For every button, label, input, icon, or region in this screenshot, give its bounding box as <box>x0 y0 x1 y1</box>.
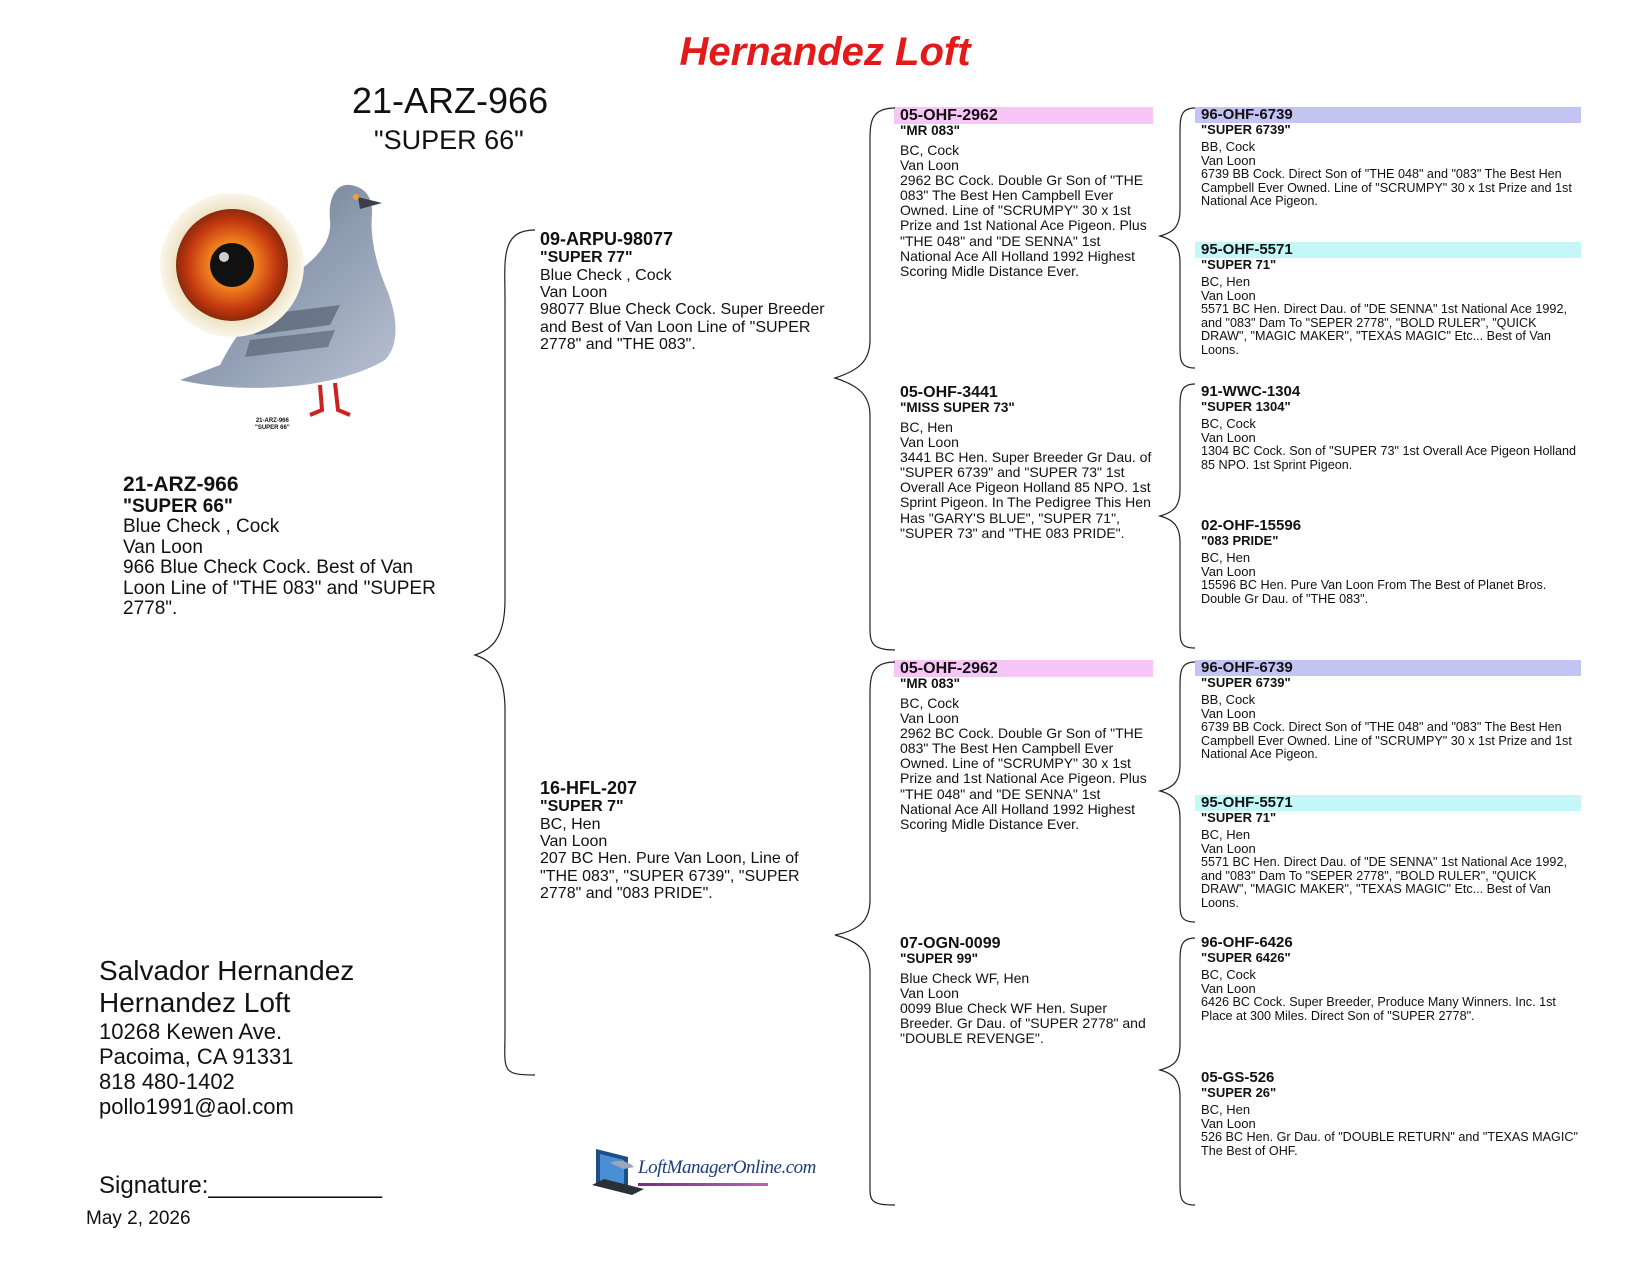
header-name: "SUPER 66" <box>374 125 524 155</box>
print-date: May 2, 2026 <box>86 1208 191 1229</box>
gen3-name: "MISS SUPER 73" <box>900 400 1015 416</box>
gen4-name: "SUPER 26" <box>1201 1085 1277 1101</box>
dam-strain: Van Loon <box>540 832 608 850</box>
gen3-name: "SUPER 99" <box>900 951 979 967</box>
gen3-band: 05-OHF-3441 <box>900 384 998 401</box>
loftmanager-logo <box>588 1143 816 1205</box>
gen4-color-sex: BC, Cock <box>1201 967 1256 983</box>
brace-gen3-1 <box>1160 108 1195 368</box>
gen4-color-sex: BC, Hen <box>1201 827 1251 843</box>
gen4-name: "SUPER 1304" <box>1201 399 1291 415</box>
subject-description: 966 Blue Check Cock. Best of Van Loon Line of "THE 083" and "SUPER 2778". <box>123 557 436 620</box>
sire-band: 09-ARPU-98077 <box>540 229 674 249</box>
gen4-strain: Van Loon <box>1201 706 1256 722</box>
brace-sire <box>835 108 895 650</box>
dam-name: "SUPER 7" <box>540 798 624 816</box>
gen3-strain: Van Loon <box>900 433 959 450</box>
gen4-band: 05-GS-526 <box>1201 1069 1275 1086</box>
gen4-name: "083 PRIDE" <box>1201 533 1279 549</box>
gen3-description: 2962 BC Cock. Double Gr Son of "THE 083" The Best Hen Campbell Ever Owned. Line of "SCRUMPY" 30 x 1st Prize and 1st National Ace Pigeon. Plus "THE 048" and "DE SENNA" 1st National Ace All Holland 1992 Highest Scoring Midle Distance Ever. <box>900 725 1147 832</box>
gen3-name: "MR 083" <box>900 676 961 692</box>
gen4-color-sex: BC, Hen <box>1201 550 1251 566</box>
gen4-band: 96-OHF-6426 <box>1201 934 1293 951</box>
gen4-color-sex: BB, Cock <box>1201 139 1256 155</box>
sire-strain: Van Loon <box>540 283 608 301</box>
dam-description: 207 BC Hen. Pure Van Loon, Line of "THE 083", "SUPER 6739", "SUPER 2778" and "083 PRIDE". <box>540 850 800 902</box>
gen3-band: 05-OHF-2962 <box>894 660 1153 677</box>
gen3-description: 2962 BC Cock. Double Gr Son of "THE 083" The Best Hen Campbell Ever Owned. Line of "SCRUMPY" 30 x 1st Prize and 1st National Ace Pigeon. Plus "THE 048" and "DE SENNA" 1st National Ace All Holland 1992 Highest Scoring Midle Distance Ever. <box>900 172 1147 279</box>
gen4-description: 5571 BC Hen. Direct Dau. of "DE SENNA" 1st National Ace 1992, and "083" Dam To "SEPER 2778", "BOLD RULER", "QUICK DRAW", "MAGIC MAKER", "TEXAS MAGIC" Etc... Best of Van Loons. <box>1201 855 1567 911</box>
gen3-band: 07-OGN-0099 <box>900 935 1001 952</box>
brace-dam <box>835 662 895 1205</box>
logo-text: LoftManagerOnline.com <box>638 1157 816 1178</box>
gen3-strain: Van Loon <box>900 156 959 173</box>
gen4-name: "SUPER 71" <box>1201 257 1277 273</box>
owner-email: pollo1991@aol.com <box>99 1094 294 1120</box>
photo-caption-name: "SUPER 66" <box>255 424 290 431</box>
gen4-band: 96-OHF-6739 <box>1195 660 1581 676</box>
gen4-band: 95-OHF-5571 <box>1195 795 1581 811</box>
gen4-strain: Van Loon <box>1201 841 1256 857</box>
gen3-color-sex: BC, Hen <box>900 418 953 435</box>
owner-loft: Hernandez Loft <box>99 986 291 1018</box>
header-band: 21-ARZ-966 <box>352 80 549 121</box>
owner-city: Pacoima, CA 91331 <box>99 1043 294 1069</box>
subject-color-sex: Blue Check , Cock <box>123 516 280 538</box>
brace-subject <box>475 230 535 1075</box>
gen4-strain: Van Loon <box>1201 153 1256 169</box>
signature-line: Signature:_____________ <box>99 1172 382 1199</box>
gen3-band: 05-OHF-2962 <box>894 107 1153 124</box>
subject-name: "SUPER 66" <box>123 495 233 517</box>
owner-name: Salvador Hernandez <box>99 955 355 986</box>
gen3-name: "MR 083" <box>900 123 961 139</box>
gen3-color-sex: Blue Check WF, Hen <box>900 969 1030 986</box>
brace-gen3-2 <box>1160 384 1195 648</box>
gen4-name: "SUPER 71" <box>1201 810 1277 826</box>
gen4-name: "SUPER 6739" <box>1201 122 1291 138</box>
gen4-strain: Van Loon <box>1201 564 1256 580</box>
gen4-color-sex: BC, Hen <box>1201 274 1251 290</box>
gen4-strain: Van Loon <box>1201 430 1256 446</box>
owner-address: 10268 Kewen Ave. <box>99 1018 283 1044</box>
gen3-strain: Van Loon <box>900 984 959 1001</box>
gen3-strain: Van Loon <box>900 709 959 726</box>
gen4-name: "SUPER 6739" <box>1201 675 1291 691</box>
gen3-color-sex: BC, Cock <box>900 694 960 711</box>
gen4-strain: Van Loon <box>1201 288 1256 304</box>
subject-strain: Van Loon <box>123 536 203 558</box>
gen4-band: 95-OHF-5571 <box>1195 242 1581 258</box>
gen4-band: 91-WWC-1304 <box>1201 383 1301 400</box>
gen4-strain: Van Loon <box>1201 1116 1256 1132</box>
gen4-name: "SUPER 6426" <box>1201 950 1291 966</box>
dam-band: 16-HFL-207 <box>540 778 638 798</box>
gen4-description: 1304 BC Cock. Son of "SUPER 73" 1st Overall Ace Pigeon Holland 85 NPO. 1st Sprint Pigeon. <box>1201 444 1577 472</box>
photo-caption-band: 21-ARZ-966 <box>255 418 289 424</box>
gen4-description: 5571 BC Hen. Direct Dau. of "DE SENNA" 1st National Ace 1992, and "083" Dam To "SEPER 2778", "BOLD RULER", "QUICK DRAW", "MAGIC MAKER", "TEXAS MAGIC" Etc... Best of Van Loons. <box>1201 302 1567 358</box>
gen4-color-sex: BC, Hen <box>1201 1102 1251 1118</box>
gen4-color-sex: BB, Cock <box>1201 692 1256 708</box>
brace-gen3-4 <box>1160 938 1195 1205</box>
gen4-description: 6739 BB Cock. Direct Son of "THE 048" and "083" The Best Hen Campbell Ever Owned. Line of "SCRUMPY" 30 x 1st Prize and 1st National Ace Pigeon. <box>1201 720 1572 762</box>
sire-color-sex: Blue Check , Cock <box>540 266 672 284</box>
gen4-band: 02-OHF-15596 <box>1201 517 1302 534</box>
sire-description: 98077 Blue Check Cock. Super Breeder and Best of Van Loon Line of "SUPER 2778" and "THE 083". <box>540 301 825 353</box>
sire-name: "SUPER 77" <box>540 249 633 267</box>
gen3-description: 0099 Blue Check WF Hen. Super Breeder. Gr Dau. of "SUPER 2778" and "DOUBLE REVENGE". <box>900 1000 1146 1047</box>
loft-title: Hernandez Loft <box>679 30 971 74</box>
owner-block <box>99 955 354 1119</box>
gen3-color-sex: BC, Cock <box>900 141 960 158</box>
gen4-color-sex: BC, Cock <box>1201 416 1256 432</box>
gen4-strain: Van Loon <box>1201 981 1256 997</box>
gen3-description: 3441 BC Hen. Super Breeder Gr Dau. of "SUPER 6739" and "SUPER 73" 1st Overall Ace Pigeon Holland 85 NPO. 1st Sprint Pigeon. In The Pedigree This Hen Has "GARY'S BLUE", "SUPER 71", "SUPER 73" and "THE 083 PRIDE". <box>900 449 1152 541</box>
gen4-description: 6739 BB Cock. Direct Son of "THE 048" and "083" The Best Hen Campbell Ever Owned. Line of "SCRUMPY" 30 x 1st Prize and 1st National Ace Pigeon. <box>1201 167 1572 209</box>
brace-gen3-3 <box>1160 662 1195 922</box>
logo-underline <box>638 1183 768 1186</box>
subject-band: 21-ARZ-966 <box>123 473 239 496</box>
owner-phone: 818 480-1402 <box>99 1068 235 1094</box>
dam-color-sex: BC, Hen <box>540 815 601 833</box>
gen4-band: 96-OHF-6739 <box>1195 107 1581 123</box>
gen4-description: 6426 BC Cock. Super Breeder, Produce Many Winners. Inc. 1st Place at 300 Miles. Direct Son of "SUPER 2778". <box>1201 995 1556 1023</box>
gen4-description: 15596 BC Hen. Pure Van Loon From The Best of Planet Bros. Double Gr Dau. of "THE 083". <box>1201 578 1547 606</box>
gen4-description: 526 BC Hen. Gr Dau. of "DOUBLE RETURN" and "TEXAS MAGIC" The Best of OHF. <box>1201 1130 1578 1158</box>
